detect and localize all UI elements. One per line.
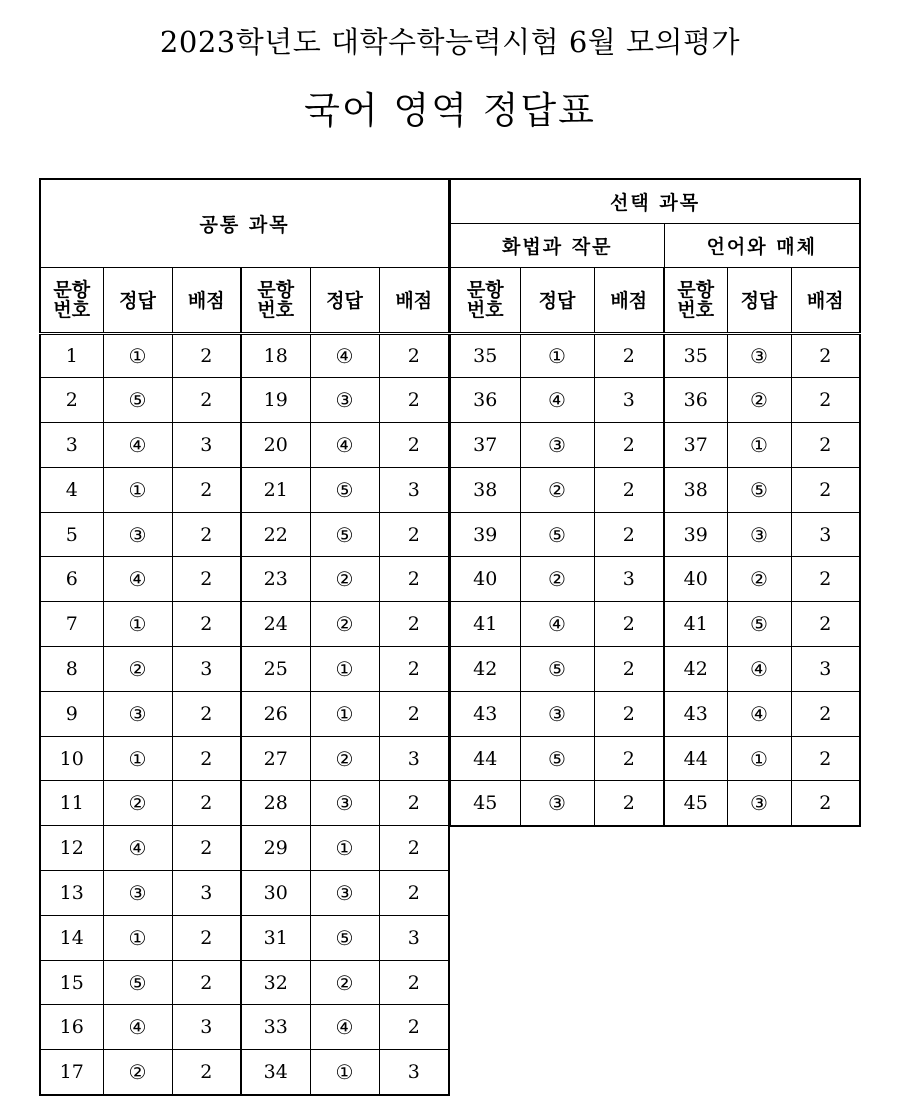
question-number-cell: 12 — [40, 826, 103, 871]
table-row — [40, 915, 449, 960]
table-row — [40, 826, 449, 871]
answer-cell: ③ — [727, 333, 791, 378]
score-cell: 2 — [379, 691, 449, 736]
table-row — [450, 781, 860, 826]
question-number-cell: 36 — [450, 378, 520, 423]
question-number-cell: 17 — [40, 1050, 103, 1095]
common-group-label: 공통 과목 — [40, 179, 449, 267]
question-number-cell: 40 — [450, 557, 520, 602]
answer-cell: ⑤ — [520, 512, 594, 557]
header-answer: 정답 — [520, 267, 594, 333]
table-row — [40, 781, 449, 826]
table-row — [450, 378, 860, 423]
answer-cell: ③ — [103, 691, 172, 736]
question-number-cell: 35 — [664, 333, 727, 378]
answer-cell: ① — [727, 423, 791, 468]
table-row — [450, 467, 860, 512]
table-row — [40, 871, 449, 916]
question-number-cell: 43 — [450, 691, 520, 736]
question-number-cell: 7 — [40, 602, 103, 647]
subject-eoneo-maeche: 언어와 매체 — [664, 223, 860, 267]
answer-cell: ② — [520, 557, 594, 602]
answer-cell: ② — [310, 602, 379, 647]
score-cell: 2 — [172, 960, 241, 1005]
table-row — [40, 1005, 449, 1050]
table-row — [40, 378, 449, 423]
score-cell: 2 — [379, 512, 449, 557]
answer-cell: ② — [727, 378, 791, 423]
answer-cell: ③ — [310, 781, 379, 826]
header-score: 배점 — [594, 267, 664, 333]
table-row — [40, 960, 449, 1005]
answer-cell: ⑤ — [310, 915, 379, 960]
score-cell: 2 — [172, 781, 241, 826]
table-row — [40, 647, 449, 692]
question-number-cell: 3 — [40, 423, 103, 468]
score-cell: 2 — [594, 691, 664, 736]
answer-cell: ⑤ — [310, 467, 379, 512]
question-number-cell: 38 — [664, 467, 727, 512]
header-question-number: 문항 번호 — [664, 267, 727, 333]
answer-cell: ⑤ — [103, 960, 172, 1005]
question-number-cell: 21 — [241, 467, 310, 512]
score-cell: 2 — [379, 602, 449, 647]
answer-cell: ⑤ — [103, 378, 172, 423]
score-cell: 2 — [172, 826, 241, 871]
question-number-cell: 8 — [40, 647, 103, 692]
subject-hwabeop-jakmun: 화법과 작문 — [450, 223, 664, 267]
score-cell: 2 — [791, 378, 860, 423]
score-cell: 3 — [379, 736, 449, 781]
score-cell: 2 — [172, 333, 241, 378]
score-cell: 2 — [594, 736, 664, 781]
header-question-number: 문항 번호 — [450, 267, 520, 333]
question-number-cell: 5 — [40, 512, 103, 557]
question-number-cell: 20 — [241, 423, 310, 468]
question-number-cell: 39 — [664, 512, 727, 557]
question-number-cell: 35 — [450, 333, 520, 378]
table-row — [450, 423, 860, 468]
question-number-cell: 37 — [664, 423, 727, 468]
score-cell: 3 — [379, 467, 449, 512]
answer-cell: ④ — [520, 378, 594, 423]
table-row — [40, 423, 449, 468]
question-number-cell: 43 — [664, 691, 727, 736]
question-number-cell: 36 — [664, 378, 727, 423]
score-cell: 2 — [791, 423, 860, 468]
question-number-cell: 31 — [241, 915, 310, 960]
score-cell: 3 — [791, 512, 860, 557]
score-cell: 2 — [172, 915, 241, 960]
table-row — [450, 333, 860, 378]
score-cell: 2 — [791, 736, 860, 781]
table-row — [40, 1050, 449, 1095]
question-number-cell: 14 — [40, 915, 103, 960]
question-number-cell: 38 — [450, 467, 520, 512]
question-number-cell: 42 — [450, 647, 520, 692]
answer-cell: ① — [103, 736, 172, 781]
elective-answer-table — [449, 178, 861, 827]
question-number-cell: 25 — [241, 647, 310, 692]
table-row — [40, 691, 449, 736]
score-cell: 3 — [172, 871, 241, 916]
question-number-cell: 18 — [241, 333, 310, 378]
score-cell: 3 — [172, 647, 241, 692]
score-cell: 3 — [594, 557, 664, 602]
question-number-cell: 15 — [40, 960, 103, 1005]
score-cell: 3 — [172, 423, 241, 468]
answer-cell: ③ — [520, 781, 594, 826]
table-row — [450, 557, 860, 602]
question-number-cell: 42 — [664, 647, 727, 692]
answer-cell: ⑤ — [727, 602, 791, 647]
question-number-cell: 4 — [40, 467, 103, 512]
score-cell: 2 — [379, 960, 449, 1005]
answer-cell: ④ — [310, 423, 379, 468]
answer-cell: ① — [310, 826, 379, 871]
score-cell: 3 — [172, 1005, 241, 1050]
answer-cell: ⑤ — [310, 512, 379, 557]
elective-group-label: 선택 과목 — [450, 179, 860, 223]
score-cell: 3 — [379, 1050, 449, 1095]
question-number-cell: 28 — [241, 781, 310, 826]
answer-cell: ① — [520, 333, 594, 378]
table-row — [40, 557, 449, 602]
score-cell: 3 — [594, 378, 664, 423]
page-title: 2023학년도 대학수학능력시험 6월 모의평가 — [159, 25, 741, 59]
answer-cell: ① — [310, 1050, 379, 1095]
score-cell: 2 — [172, 1050, 241, 1095]
question-number-cell: 22 — [241, 512, 310, 557]
question-number-cell: 45 — [664, 781, 727, 826]
answer-cell: ① — [310, 647, 379, 692]
score-cell: 2 — [594, 423, 664, 468]
score-cell: 2 — [172, 602, 241, 647]
answer-cell: ④ — [520, 602, 594, 647]
score-cell: 2 — [172, 557, 241, 602]
answer-cell: ⑤ — [520, 736, 594, 781]
answer-cell: ② — [103, 647, 172, 692]
answer-cell: ① — [727, 736, 791, 781]
table-row — [450, 512, 860, 557]
answer-cell: ① — [103, 467, 172, 512]
header-score: 배점 — [791, 267, 860, 333]
answer-cell: ① — [103, 333, 172, 378]
header-score: 배점 — [172, 267, 241, 333]
answer-cell: ③ — [310, 871, 379, 916]
header-score: 배점 — [379, 267, 449, 333]
answer-cell: ② — [310, 557, 379, 602]
question-number-cell: 44 — [664, 736, 727, 781]
header-answer: 정답 — [103, 267, 172, 333]
answer-cell: ③ — [727, 512, 791, 557]
answer-cell: ③ — [310, 378, 379, 423]
score-cell: 2 — [379, 647, 449, 692]
header-answer: 정답 — [727, 267, 791, 333]
answer-cell: ④ — [310, 333, 379, 378]
question-number-cell: 1 — [40, 333, 103, 378]
answer-cell: ② — [310, 960, 379, 1005]
question-number-cell: 16 — [40, 1005, 103, 1050]
table-row — [40, 736, 449, 781]
score-cell: 2 — [594, 647, 664, 692]
question-number-cell: 27 — [241, 736, 310, 781]
score-cell: 3 — [791, 647, 860, 692]
question-number-cell: 2 — [40, 378, 103, 423]
score-cell: 2 — [594, 602, 664, 647]
answer-cell: ① — [103, 602, 172, 647]
score-cell: 2 — [379, 557, 449, 602]
question-number-cell: 19 — [241, 378, 310, 423]
score-cell: 2 — [172, 467, 241, 512]
table-row — [450, 602, 860, 647]
question-number-cell: 44 — [450, 736, 520, 781]
answer-cell: ⑤ — [520, 647, 594, 692]
question-number-cell: 37 — [450, 423, 520, 468]
question-number-cell: 30 — [241, 871, 310, 916]
answer-cell: ③ — [520, 423, 594, 468]
answer-cell: ② — [103, 1050, 172, 1095]
score-cell: 2 — [594, 467, 664, 512]
table-row — [40, 467, 449, 512]
question-number-cell: 34 — [241, 1050, 310, 1095]
common-answer-table — [39, 178, 450, 1096]
answer-cell: ② — [310, 736, 379, 781]
question-number-cell: 29 — [241, 826, 310, 871]
question-number-cell: 39 — [450, 512, 520, 557]
question-number-cell: 10 — [40, 736, 103, 781]
score-cell: 2 — [594, 512, 664, 557]
question-number-cell: 40 — [664, 557, 727, 602]
score-cell: 2 — [379, 333, 449, 378]
score-cell: 2 — [791, 467, 860, 512]
answer-cell: ③ — [520, 691, 594, 736]
score-cell: 2 — [172, 691, 241, 736]
score-cell: 2 — [172, 378, 241, 423]
table-row — [40, 512, 449, 557]
score-cell: 2 — [379, 871, 449, 916]
score-cell: 2 — [791, 333, 860, 378]
score-cell: 2 — [791, 557, 860, 602]
score-cell: 2 — [791, 602, 860, 647]
header-question-number: 문항 번호 — [241, 267, 310, 333]
answer-cell: ④ — [103, 423, 172, 468]
answer-cell: ④ — [103, 557, 172, 602]
question-number-cell: 32 — [241, 960, 310, 1005]
answer-cell: ④ — [103, 1005, 172, 1050]
answer-cell: ② — [727, 557, 791, 602]
question-number-cell: 13 — [40, 871, 103, 916]
score-cell: 2 — [379, 378, 449, 423]
score-cell: 3 — [379, 915, 449, 960]
question-number-cell: 26 — [241, 691, 310, 736]
answer-cell: ③ — [103, 871, 172, 916]
answer-cell: ④ — [310, 1005, 379, 1050]
question-number-cell: 9 — [40, 691, 103, 736]
score-cell: 2 — [379, 781, 449, 826]
table-row — [450, 647, 860, 692]
question-number-cell: 33 — [241, 1005, 310, 1050]
question-number-cell: 45 — [450, 781, 520, 826]
question-number-cell: 41 — [664, 602, 727, 647]
score-cell: 2 — [594, 781, 664, 826]
answer-cell: ③ — [727, 781, 791, 826]
answer-cell: ③ — [103, 512, 172, 557]
table-row — [40, 602, 449, 647]
header-question-number: 문항 번호 — [40, 267, 103, 333]
table-row — [450, 691, 860, 736]
question-number-cell: 11 — [40, 781, 103, 826]
score-cell: 2 — [594, 333, 664, 378]
answer-cell: ⑤ — [727, 467, 791, 512]
answer-cell: ② — [103, 781, 172, 826]
question-number-cell: 6 — [40, 557, 103, 602]
answer-cell: ② — [520, 467, 594, 512]
score-cell: 2 — [379, 826, 449, 871]
table-row — [450, 736, 860, 781]
score-cell: 2 — [379, 423, 449, 468]
page-subtitle: 국어 영역 정답표 — [304, 89, 596, 132]
question-number-cell: 24 — [241, 602, 310, 647]
question-number-cell: 23 — [241, 557, 310, 602]
header-answer: 정답 — [310, 267, 379, 333]
answer-cell: ④ — [727, 691, 791, 736]
answer-cell: ① — [310, 691, 379, 736]
score-cell: 2 — [172, 736, 241, 781]
answer-cell: ④ — [727, 647, 791, 692]
score-cell: 2 — [172, 512, 241, 557]
answer-cell: ① — [103, 915, 172, 960]
question-number-cell: 41 — [450, 602, 520, 647]
table-row — [40, 333, 449, 378]
score-cell: 2 — [791, 691, 860, 736]
score-cell: 2 — [379, 1005, 449, 1050]
answer-cell: ④ — [103, 826, 172, 871]
score-cell: 2 — [791, 781, 860, 826]
